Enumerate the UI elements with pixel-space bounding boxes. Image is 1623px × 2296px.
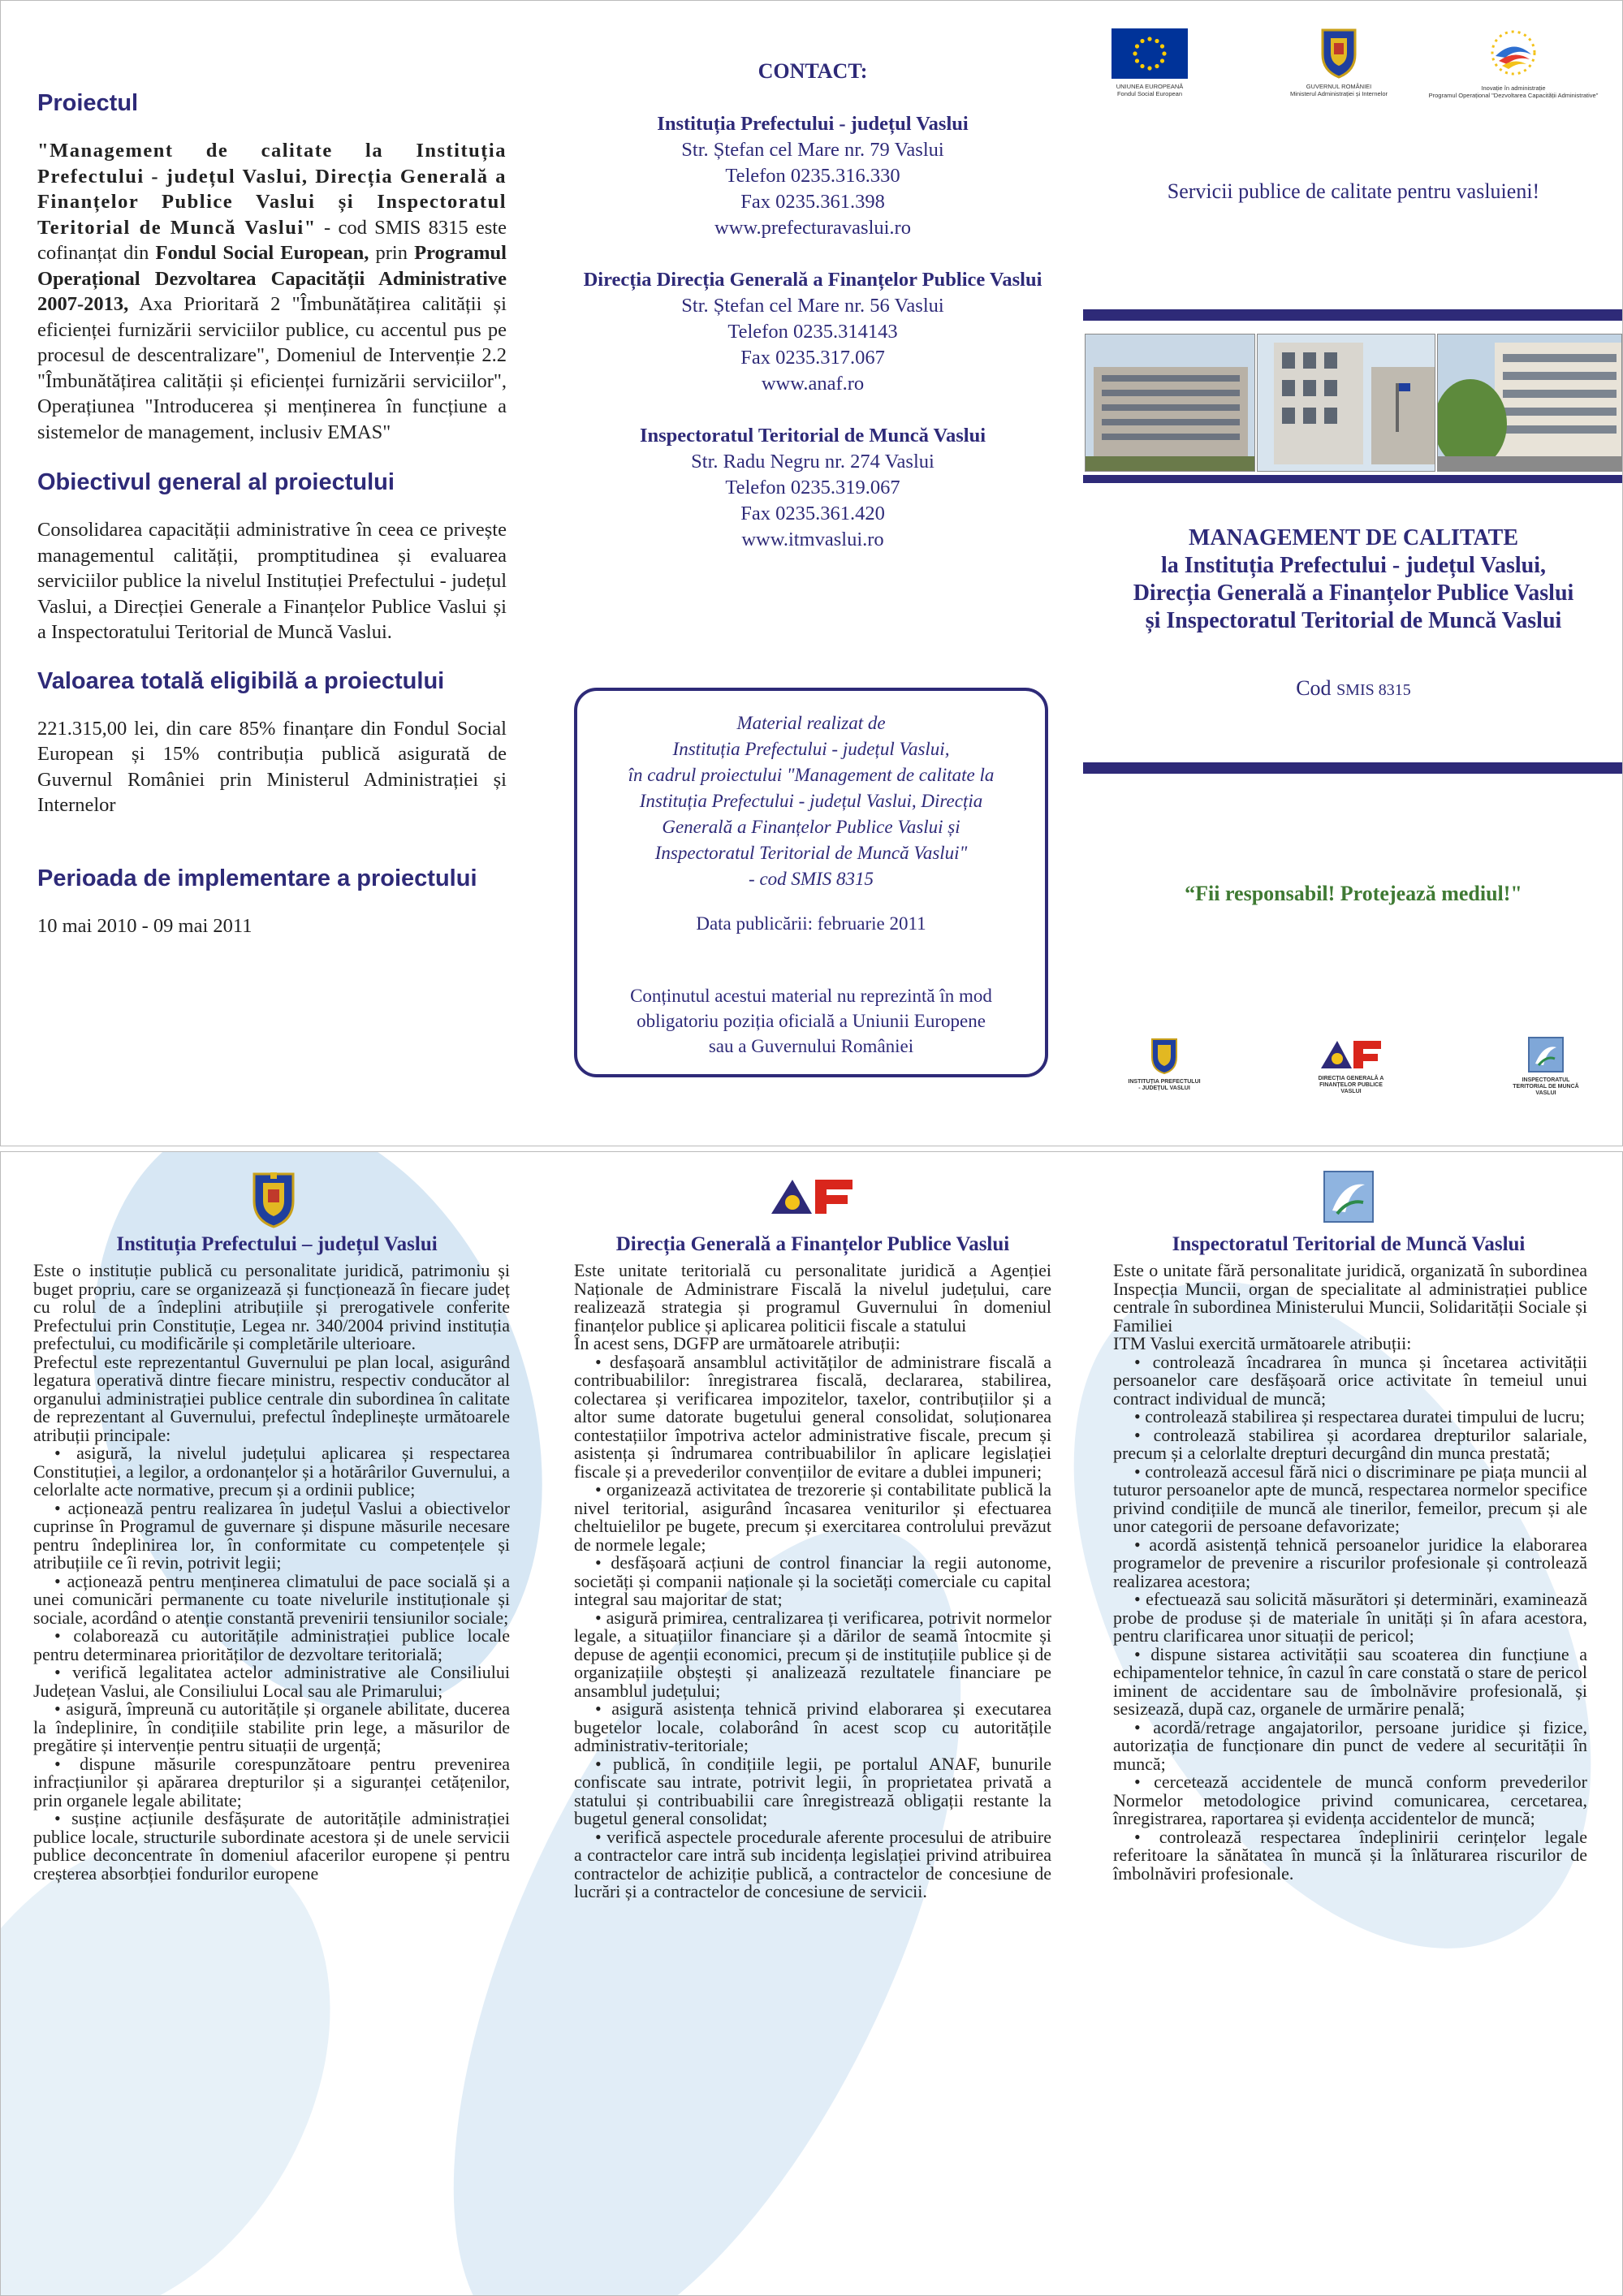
list-item: • acționează pentru menținerea climatului de pace socială și a unei comunicări permanente cu toate nivelurile instituționale și sociale, acordând o atenție constantă prevenirii tensiunilor sociale; bbox=[33, 1570, 510, 1628]
org-address: Str. Ștefan cel Mare nr. 79 Vaslui bbox=[681, 139, 944, 161]
list-item: • susține acțiunile desfășurate de autoritățile administrației publice locale, structurile subordinate acestora și de unele servicii publice deconcentrate în domeniul afacerilor europene și pentru creșterea absorbției fondurilor europene bbox=[33, 1808, 510, 1884]
partner-prefecture bbox=[1107, 1036, 1221, 1092]
contact-org-dgfp bbox=[537, 267, 1089, 397]
project-desc-part: Axa Prioritară 2 "Îmbunătățirea calității și eficienței furnizării serviciilor publice, cu accentul pus pe procesul de descentralizare", Domeniul de Intervenție 2.2 "Îmbunătățirea calității și eficienței furnizării serviciilor", Operațiunea "Introducerea și menținerea în funcțiune a sistemelor de management, inclusiv EMAS" bbox=[37, 293, 507, 443]
itm-building-photo bbox=[1437, 334, 1622, 472]
af-logo-icon bbox=[766, 1175, 857, 1217]
government-logo-caption: GUVERNUL ROMÂNIEI Ministerul Administrației și Internelor bbox=[1289, 83, 1388, 97]
period-heading: Perioada de implementare a proiectului bbox=[37, 865, 477, 891]
list-item: • asigură primirea, centralizarea ți verificarea, potrivit normelor legale, a situațiilor financiare și a dărilor de seamă întocmite și depuse de agenții economici, precum și de instituțiile publice și de organizațiile obștești și analizează rezultatele financiare pe ansamblul județului; bbox=[574, 1607, 1051, 1701]
dgfp-building-photo bbox=[1257, 334, 1435, 472]
prefecture-title: Instituția Prefectului – județul Vaslui bbox=[116, 1233, 438, 1255]
contact-org-itm bbox=[537, 423, 1089, 553]
org-name: Instituția Prefectului - județul Vaslui bbox=[657, 113, 969, 135]
project-desc-part: - cod SMIS 8315 este cofinanțat din bbox=[37, 216, 507, 264]
government-logo bbox=[1278, 25, 1400, 97]
project-title: "Management de calitate la Instituția Prefectului - județul Vaslui, Direcția Generală a Finanțelor Publice Vaslui și Inspectoratul Teritorial de Muncă Vaslui" bbox=[37, 140, 507, 239]
podca-logo-icon bbox=[1481, 24, 1546, 80]
dgfp-af-logo bbox=[766, 1175, 857, 1221]
cover-panel bbox=[1083, 1, 1623, 1146]
list-item: • organizează activitatea de trezorerie și contabilitate publică la nivel teritorial, asigurând încasarea veniturilor și efectuarea cheltuielilor pe bugete, precum și exercitarea controlului prevăzut de normele legale; bbox=[574, 1479, 1051, 1555]
project-heading: Proiectul bbox=[37, 90, 139, 116]
list-item: • controlează respectarea îndeplinirii cerințelor legale referitoare la sănătatea în muncă și la înlăturarea riscurilor de îmbolnăviri profesionale. bbox=[1113, 1826, 1587, 1884]
material-line: - cod SMIS 8315 bbox=[749, 869, 874, 889]
partner-dgfp bbox=[1290, 1036, 1412, 1095]
romania-coat-icon bbox=[1319, 25, 1359, 79]
list-item: • acționează pentru realizarea în județul Vaslui a obiectivelor cuprinse în Programul de guvernare și dispune măsurile necesare pentru îndeplinirea lor, în conformitate cu competențele și atribuțiile ce îi revin, potrivit legii; bbox=[33, 1497, 510, 1573]
objective-heading: Obiectivul general al proiectului bbox=[37, 469, 395, 495]
org-phone: Telefon 0235.314143 bbox=[727, 321, 898, 343]
list-item: • verifică aspectele procedurale aferente procesului de atribuire a contractelor care intră sub incidența legislației privind atribuirea contractelor de achiziție publică, a contractelor de concesiune de lucrări și a contractelor de concesiune de servicii. bbox=[574, 1826, 1051, 1901]
cover-slogan: “Fii responsabil! Protejează mediul!" bbox=[1185, 882, 1522, 905]
contact-org-prefecture bbox=[537, 111, 1089, 241]
list-item: • dispune sistarea activității sau scoaterea din funcțiune a echipamentelor tehnice, în cazul în care constată o stare de pericol iminent de accidentare sau de îmbolnăvire profesională, și sesizează, după caz, organele de urmărire penală; bbox=[1113, 1643, 1587, 1719]
itm-logo bbox=[1323, 1170, 1375, 1228]
contact-title: CONTACT: bbox=[758, 59, 868, 83]
list-item: • controlează accesul fără nici o discriminare pe piața muncii al tuturor persoanelor apte de muncă, respectarea normelor specifice privind condițiile de muncă ale tinerilor, femeilor, precum și ale unor categorii de persoane defavorizate; bbox=[1113, 1461, 1587, 1536]
value-text: 221.315,00 lei, din care 85% finanțare din Fondul Social European și 15% contribuția publică asigurată de Guvernul României prin Ministerul Administrației și Internelor bbox=[37, 717, 507, 816]
partner-caption: INSTITUȚIA PREFECTULUI - JUDEȚUL VASLUI bbox=[1128, 1079, 1201, 1091]
list-item: • publică, în condițiile legii, pe portalul ANAF, bunurile confiscate sau intrate, potrivit legii, în proprietatea privată a statului și contribuabilii care înregistrează obligații restante la bugetul general consolidat; bbox=[574, 1753, 1051, 1828]
org-fax: Fax 0235.317.067 bbox=[740, 347, 885, 369]
material-line: Generală a Finanțelor Publice Vaslui și bbox=[662, 817, 960, 837]
project-panel bbox=[37, 90, 507, 961]
list-item: • colaborează cu autoritățile administrației publice locale pentru determinarea priorităților de dezvoltare teritorială; bbox=[33, 1625, 510, 1664]
disclaimer-line: obligatoriu poziția oficială a Uniunii Europene bbox=[637, 1011, 986, 1031]
material-line: Material realizat de bbox=[736, 713, 886, 733]
prefecture-coat-icon bbox=[1149, 1036, 1180, 1075]
podca-logo-caption: Inovație în administrație Programul Operațional "Dezvoltarea Capacității Administrative" bbox=[1428, 84, 1599, 99]
cover-title-line: Direcția Generală a Finanțelor Publice Vaslui bbox=[1133, 580, 1574, 606]
material-line: Inspectoratul Teritorial de Muncă Vaslui" bbox=[654, 843, 968, 863]
code-label: Cod bbox=[1296, 676, 1332, 700]
material-line: în cadrul proiectului "Management de calitate la bbox=[628, 765, 995, 785]
disclaimer-line: sau a Guvernului României bbox=[708, 1036, 914, 1056]
fund-name: Fondul Social European, bbox=[155, 242, 369, 264]
partner-caption: INSPECTORATUL TERITORIAL DE MUNCĂ VASLUI bbox=[1513, 1077, 1579, 1096]
af-logo-icon bbox=[1316, 1036, 1386, 1072]
brochure-outer-side bbox=[0, 0, 1623, 1146]
itm-logo-icon bbox=[1527, 1036, 1565, 1073]
eu-flag-icon bbox=[1111, 28, 1188, 79]
list-item: • efectuează sau solicită măsurători și determinări, examinează probe de produse și de materiale în unități și în afara acestora, pentru clarificarea unor situații de pericol; bbox=[1113, 1589, 1587, 1646]
band-line-top bbox=[1083, 309, 1623, 321]
dgfp-title: Direcția Generală a Finanțelor Publice Vaslui bbox=[615, 1233, 1010, 1255]
paragraph: Este o unitate fără personalitate juridică, organizată în subordinea Inspecția Muncii, organ de specialitate al administrației publice centrale în subordinea Ministerului Muncii, Solidarității Sociale și Familiei bbox=[1113, 1260, 1587, 1336]
partner-itm bbox=[1489, 1036, 1603, 1097]
list-item: • controlează stabilirea și respectarea duratei timpului de lucru; bbox=[1134, 1406, 1586, 1426]
list-item: • verifică legalitatea actelor administrative ale Consiliului Județean Vaslui, ale Consiliului Local sau ale Primarului; bbox=[33, 1662, 510, 1701]
disclaimer-line: Conținutul acestui material nu reprezintă în mod bbox=[630, 986, 992, 1006]
prefecture-coat-icon bbox=[250, 1170, 297, 1228]
list-item: • controlează stabilirea și acordarea drepturilor salariale, precum și a celorlalte drepturi decurgând din munca prestată; bbox=[1113, 1424, 1587, 1463]
org-address: Str. Ștefan cel Mare nr. 56 Vaslui bbox=[681, 295, 944, 317]
org-website-link[interactable]: www.anaf.ro bbox=[761, 373, 865, 395]
org-name: Direcția Direcția Generală a Finanțelor Publice Vaslui bbox=[583, 269, 1042, 291]
cover-title-line: și Inspectoratul Teritorial de Muncă Vaslui bbox=[1145, 608, 1562, 633]
list-item: • asigură, împreună cu autoritățile și organele abilitate, ducerea la îndeplinire, în condițiile stabilite prin lege, a măsurilor de pregătire și intervenție pentru situații de urgență; bbox=[33, 1698, 510, 1755]
prefecture-building-photo bbox=[1085, 334, 1255, 472]
org-name: Inspectoratul Teritorial de Muncă Vaslui bbox=[639, 425, 986, 447]
project-description bbox=[37, 138, 507, 445]
paragraph: În acest sens, DGFP are următoarele atribuții: bbox=[574, 1333, 900, 1353]
cover-divider bbox=[1083, 762, 1623, 774]
org-phone: Telefon 0235.319.067 bbox=[725, 477, 900, 498]
contact-panel bbox=[537, 59, 1089, 579]
objective-text: Consolidarea capacității administrative în ceea ce privește managementul calității, promptitudinea și evaluarea serviciilor publice la nivelul Instituției Prefectului - județul Vaslui, a Direcției Generale a Finanțelor Publice Vaslui și a Inspectoratului Teritorial de Muncă Vaslui. bbox=[37, 519, 507, 643]
cover-title-line: la Instituția Prefectului - județul Vaslui, bbox=[1161, 553, 1546, 578]
list-item: • asigură, la nivelul județului aplicarea și respectarea Constituției, a legilor, a ordonanțelor și a hotărârilor Guvernului, a celorlalte acte normative, precum și a ordinii publice; bbox=[33, 1443, 510, 1500]
prefecture-text bbox=[33, 1262, 510, 1883]
period-text: 10 mai 2010 - 09 mai 2011 bbox=[37, 914, 253, 937]
project-desc-part: prin bbox=[369, 242, 415, 264]
list-item: • asigură asistența tehnică privind elaborarea și executarea bugetelor locale, colaborând în acest scop cu autoritățile administrativ-teritoriale; bbox=[574, 1698, 1051, 1755]
eu-logo-caption: UNIUNEA EUROPEANĂ Fondul Social European bbox=[1116, 83, 1184, 97]
partner-caption: DIRECȚIA GENERALĂ A FINANȚELOR PUBLICE VASLUI bbox=[1318, 1076, 1384, 1094]
list-item: • desfașoară ansamblul activităților de administrare fiscală a contribuabililor: înregistrarea fiscală, declararea, stabilirea, colectarea și verificarea impozitelor, taxelor, contribuțiilor și a altor sume datorate bugetului general consolidat, soluționarea contestațiilor împotriva actelor administrative fiscale, precum și asistența și îndrumarea contribuabililor în aplicare legislației fiscale și a prevederilor convențiilor de evitare a dublei impuneri; bbox=[574, 1351, 1051, 1482]
list-item: • desfășoară acțiuni de control financiar la regii autonome, societăți și companii naționale și la societăți comerciale cu capital integral sau majoritar de stat; bbox=[574, 1552, 1051, 1609]
code-value: SMIS 8315 bbox=[1336, 681, 1411, 699]
paragraph: Este unitate teritorială cu personalitate juridică a Agenției Naționale de Administrare Fiscală la nivelul județului, care realizează strategia și programul Guvernului în domeniul finanțelor publice și aplicarea politicii fiscale a statului bbox=[574, 1260, 1051, 1336]
list-item: • cercetează accidentele de muncă conform prevederilor Normelor metodologice privind comunicarea, cercetarea, înregistrarea, raportarea și evidența accidentelor de muncă; bbox=[1113, 1772, 1587, 1828]
org-phone: Telefon 0235.316.330 bbox=[725, 165, 900, 187]
material-line: Instituția Prefectului - județul Vaslui, Direcția bbox=[639, 791, 983, 811]
value-heading: Valoarea totală eligibilă a proiectului bbox=[37, 667, 445, 694]
list-item: • acordă asistență tehnică persoanelor juridice la elaborarea programelor de prevenire a riscurilor profesionale și controlează realizarea acestora; bbox=[1113, 1534, 1587, 1591]
itm-logo-icon bbox=[1323, 1170, 1375, 1224]
eu-logo bbox=[1106, 28, 1194, 97]
list-item: • acordă/retrage angajatorilor, persoane juridice și fizice, autorizația de funcționare din punct de vedere al securității în muncă; bbox=[1113, 1716, 1587, 1774]
band-line-bottom bbox=[1083, 475, 1623, 483]
org-website-link[interactable]: www.prefecturavaslui.ro bbox=[714, 217, 911, 239]
building-photos bbox=[1083, 309, 1623, 486]
org-website-link[interactable]: www.itmvaslui.ro bbox=[741, 529, 884, 550]
brochure-inner-side bbox=[0, 1151, 1623, 2296]
list-item: • controlează încadrarea în munca și încetarea activității persoanelor care desfășoară orice activitate în temeiul unui contract individual de muncă; bbox=[1113, 1351, 1587, 1409]
paragraph: Prefectul este reprezentantul Guvernului pe plan local, asigurând legatura operativă dintre fiecare ministru, respectiv conducător al organului administrației publice centrale din subordinea în calitate de reprezentant al Guvernului, prefectul îndeplinește următoarele atribuții principale: bbox=[33, 1351, 510, 1445]
publication-date: Data publicării: februarie 2011 bbox=[696, 913, 926, 934]
itm-title: Inspectoratul Teritorial de Muncă Vaslui bbox=[1172, 1233, 1526, 1255]
org-address: Str. Radu Negru nr. 274 Vaslui bbox=[691, 451, 935, 473]
itm-text bbox=[1113, 1262, 1587, 1883]
cover-title bbox=[1083, 524, 1623, 635]
dgfp-text bbox=[574, 1262, 1051, 1901]
program-name: Programul Operațional Dezvoltarea Capacității Administrative 2007-2013, bbox=[37, 242, 507, 315]
podca-logo bbox=[1416, 24, 1611, 99]
cover-code bbox=[1083, 676, 1623, 701]
paragraph: ITM Vaslui exercită următoarele atribuții: bbox=[1113, 1333, 1412, 1353]
paragraph: Este o instituție publică cu personalitate juridică, patrimoniu și buget propriu, care se organizează și funcționează în fiecare județ cu rolul de a îndeplini atribuțiile și prerogativele conferite Prefectului prin Constituție, Legea nr. 340/2004 privind instituția prefectului, cu modificările și completările ulterioare. bbox=[33, 1260, 510, 1353]
material-info-box bbox=[574, 688, 1048, 1077]
prefecture-coat-logo bbox=[250, 1170, 297, 1232]
list-item: • dispune măsurile corespunzătoare pentru prevenirea infracțiunilor și apărarea drepturilor și a siguranței cetățenilor, prin organele legale abilitate; bbox=[33, 1753, 510, 1810]
material-line: Instituția Prefectului - județul Vaslui, bbox=[672, 739, 950, 759]
cover-tagline: Servicii publice de calitate pentru vasluieni! bbox=[1167, 179, 1540, 203]
org-fax: Fax 0235.361.398 bbox=[740, 191, 885, 213]
cover-title-line: MANAGEMENT DE CALITATE bbox=[1188, 525, 1519, 550]
org-fax: Fax 0235.361.420 bbox=[740, 503, 885, 524]
